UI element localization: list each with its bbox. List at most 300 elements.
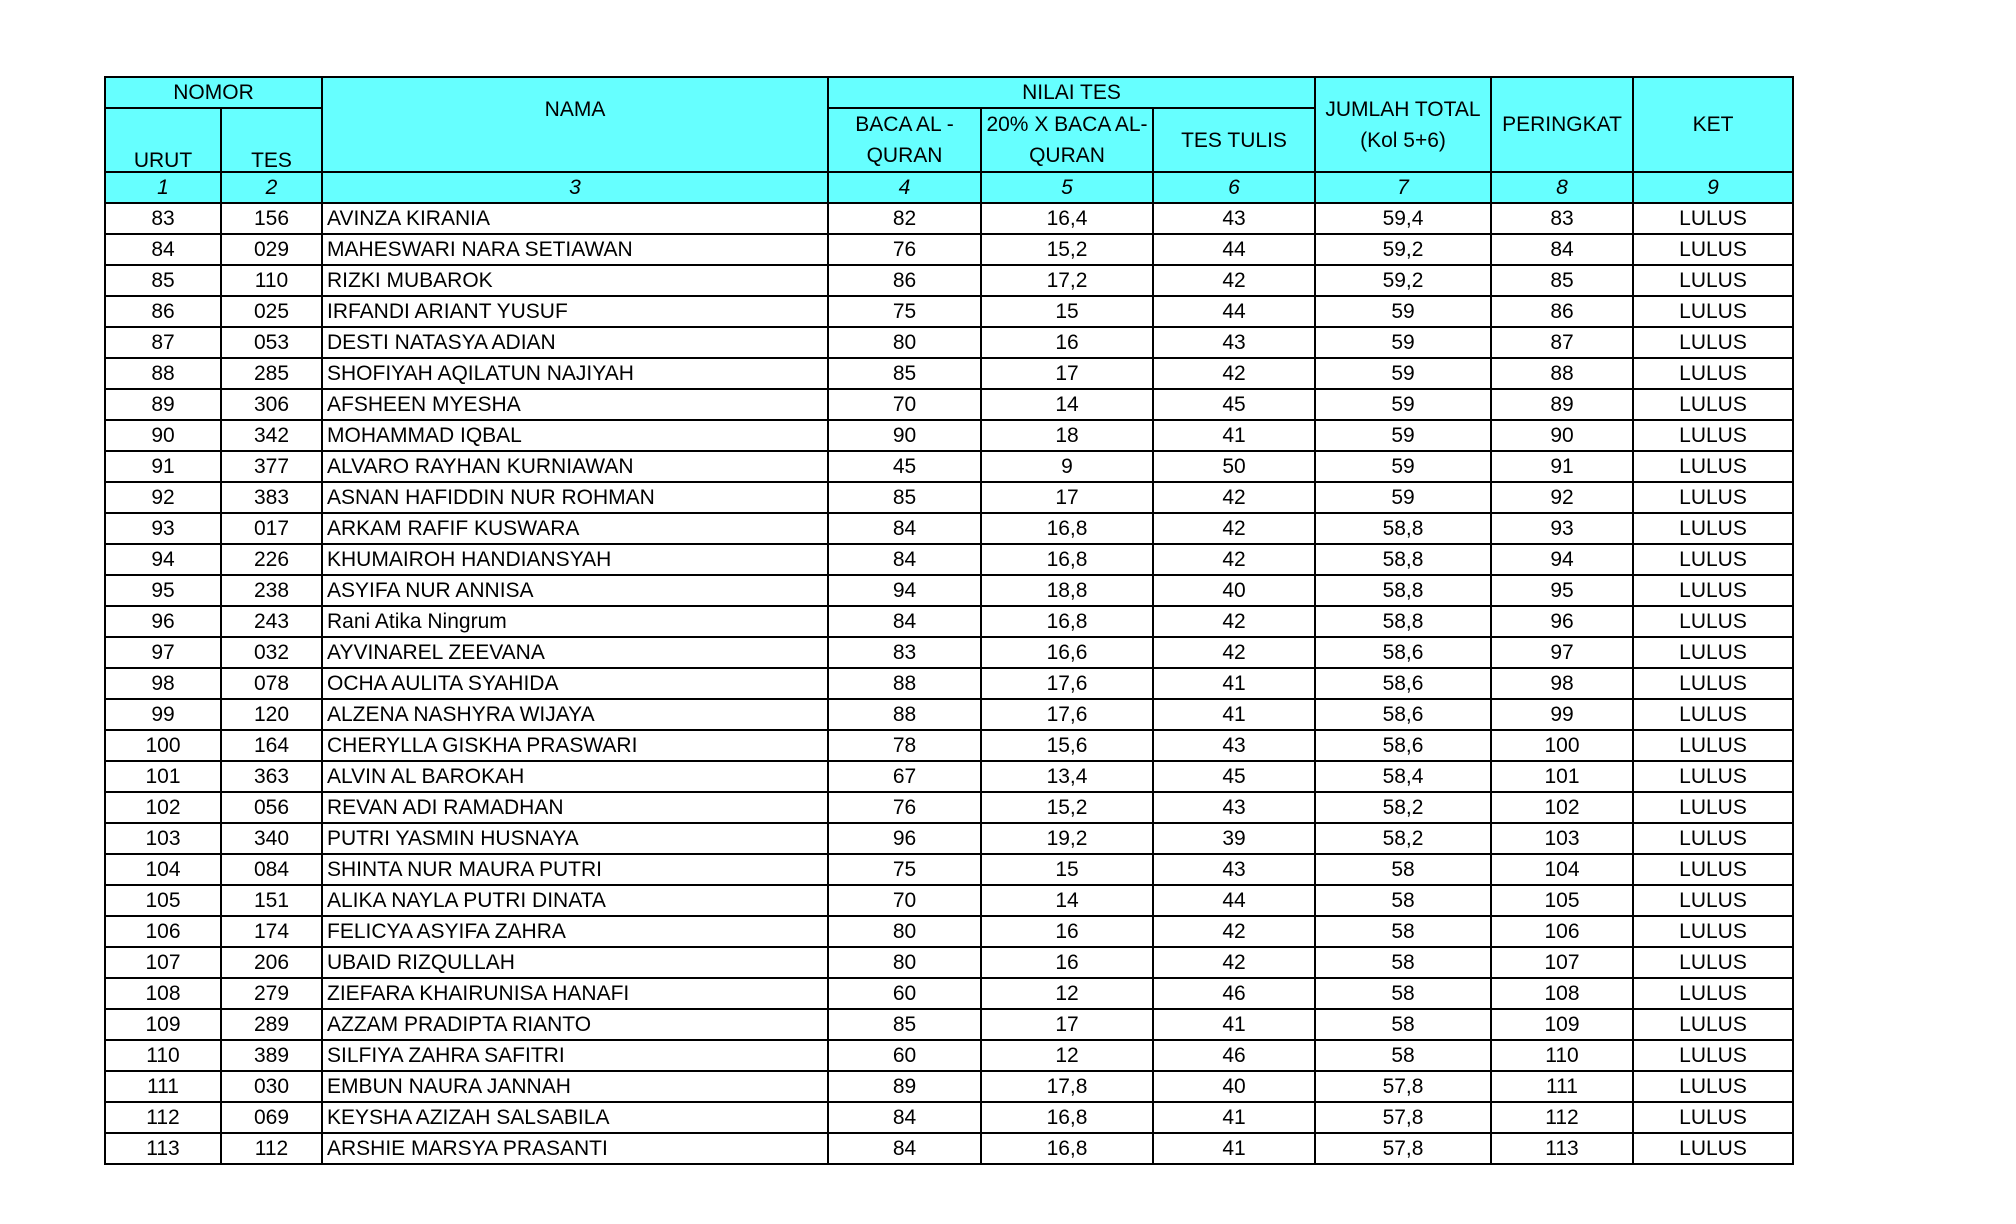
nama-cell: MOHAMMAD IQBAL [322,420,828,451]
nama-cell: PUTRI YASMIN HUSNAYA [322,823,828,854]
jumlah-total-cell: 59 [1315,327,1491,358]
baca-alquran-cell: 78 [828,730,981,761]
ket-cell: LULUS [1633,699,1793,730]
urut-cell: 95 [105,575,221,606]
tes-cell: 226 [221,544,322,575]
table-row [105,265,1793,296]
header-ket: KET [1633,77,1793,172]
pct-baca-cell: 15,2 [981,234,1153,265]
tes-cell: 164 [221,730,322,761]
pct-baca-cell: 18 [981,420,1153,451]
table-row [105,358,1793,389]
nama-cell: ALIKA NAYLA PUTRI DINATA [322,885,828,916]
peringkat-cell: 98 [1491,668,1633,699]
ket-cell: LULUS [1633,1133,1793,1164]
results-table [104,76,1794,1165]
peringkat-cell: 85 [1491,265,1633,296]
column-number: 7 [1315,172,1491,203]
tes-tulis-cell: 42 [1153,265,1315,296]
table-row [105,606,1793,637]
ket-cell: LULUS [1633,1009,1793,1040]
tes-cell: 383 [221,482,322,513]
table-row [105,823,1793,854]
column-number: 5 [981,172,1153,203]
jumlah-total-cell: 58,6 [1315,699,1491,730]
peringkat-cell: 90 [1491,420,1633,451]
table-row [105,1040,1793,1071]
urut-cell: 101 [105,761,221,792]
urut-cell: 112 [105,1102,221,1133]
table-row [105,978,1793,1009]
tes-cell: 342 [221,420,322,451]
column-number: 1 [105,172,221,203]
urut-cell: 103 [105,823,221,854]
tes-tulis-cell: 43 [1153,730,1315,761]
ket-cell: LULUS [1633,916,1793,947]
jumlah-total-cell: 57,8 [1315,1102,1491,1133]
nama-cell: ASYIFA NUR ANNISA [322,575,828,606]
peringkat-cell: 104 [1491,854,1633,885]
tes-tulis-cell: 44 [1153,296,1315,327]
ket-cell: LULUS [1633,296,1793,327]
baca-alquran-cell: 85 [828,482,981,513]
tes-tulis-cell: 42 [1153,482,1315,513]
tes-tulis-cell: 41 [1153,1009,1315,1040]
table-row [105,451,1793,482]
pct-baca-cell: 17 [981,1009,1153,1040]
nama-cell: IRFANDI ARIANT YUSUF [322,296,828,327]
peringkat-cell: 92 [1491,482,1633,513]
tes-tulis-cell: 44 [1153,885,1315,916]
tes-cell: 078 [221,668,322,699]
nama-cell: FELICYA ASYIFA ZAHRA [322,916,828,947]
jumlah-total-cell: 58,8 [1315,544,1491,575]
pct-baca-cell: 19,2 [981,823,1153,854]
header-pct-line2: QURAN [1029,144,1105,167]
tes-cell: 279 [221,978,322,1009]
table-row [105,854,1793,885]
tes-tulis-cell: 50 [1153,451,1315,482]
pct-baca-cell: 16,8 [981,606,1153,637]
baca-alquran-cell: 60 [828,978,981,1009]
ket-cell: LULUS [1633,575,1793,606]
tes-tulis-cell: 41 [1153,668,1315,699]
table-row [105,637,1793,668]
baca-alquran-cell: 80 [828,327,981,358]
tes-tulis-cell: 42 [1153,947,1315,978]
jumlah-total-cell: 59 [1315,420,1491,451]
header-20pct-baca [981,108,1153,172]
urut-cell: 86 [105,296,221,327]
nama-cell: DESTI NATASYA ADIAN [322,327,828,358]
pct-baca-cell: 16,6 [981,637,1153,668]
peringkat-cell: 93 [1491,513,1633,544]
peringkat-cell: 97 [1491,637,1633,668]
table-row [105,420,1793,451]
nama-cell: AYVINAREL ZEEVANA [322,637,828,668]
table-row [105,730,1793,761]
jumlah-total-cell: 58,2 [1315,823,1491,854]
tes-tulis-cell: 41 [1153,1133,1315,1164]
peringkat-cell: 103 [1491,823,1633,854]
urut-cell: 84 [105,234,221,265]
tes-tulis-cell: 43 [1153,327,1315,358]
jumlah-total-cell: 58,4 [1315,761,1491,792]
tes-cell: 289 [221,1009,322,1040]
ket-cell: LULUS [1633,1102,1793,1133]
nama-cell: RIZKI MUBAROK [322,265,828,296]
tes-cell: 112 [221,1133,322,1164]
table-body [105,203,1793,1164]
tes-cell: 377 [221,451,322,482]
tes-tulis-cell: 46 [1153,1040,1315,1071]
header-nilai-tes: NILAI TES [828,77,1315,108]
urut-cell: 89 [105,389,221,420]
jumlah-total-cell: 58,2 [1315,792,1491,823]
tes-cell: 110 [221,265,322,296]
peringkat-cell: 110 [1491,1040,1633,1071]
jumlah-total-cell: 59 [1315,296,1491,327]
header-baca-alquran [828,108,981,172]
peringkat-cell: 91 [1491,451,1633,482]
urut-cell: 102 [105,792,221,823]
baca-alquran-cell: 76 [828,792,981,823]
table-row [105,761,1793,792]
tes-tulis-cell: 45 [1153,761,1315,792]
header-tes-tulis: TES TULIS [1153,108,1315,172]
table-row [105,234,1793,265]
nama-cell: ZIEFARA KHAIRUNISA HANAFI [322,978,828,1009]
baca-alquran-cell: 84 [828,606,981,637]
urut-cell: 97 [105,637,221,668]
table-row [105,792,1793,823]
tes-cell: 056 [221,792,322,823]
tes-tulis-cell: 41 [1153,420,1315,451]
ket-cell: LULUS [1633,1040,1793,1071]
jumlah-total-cell: 58 [1315,885,1491,916]
jumlah-total-cell: 59,2 [1315,234,1491,265]
header-nama-label: NAMA [544,98,606,121]
nama-cell: CHERYLLA GISKHA PRASWARI [322,730,828,761]
pct-baca-cell: 17,8 [981,1071,1153,1102]
tes-tulis-cell: 42 [1153,637,1315,668]
ket-cell: LULUS [1633,947,1793,978]
urut-cell: 88 [105,358,221,389]
header-tes: TES [221,108,322,172]
baca-alquran-cell: 85 [828,1009,981,1040]
tes-cell: 029 [221,234,322,265]
peringkat-cell: 112 [1491,1102,1633,1133]
tes-tulis-cell: 40 [1153,1071,1315,1102]
jumlah-total-cell: 57,8 [1315,1071,1491,1102]
tes-tulis-cell: 42 [1153,606,1315,637]
nama-cell: ARSHIE MARSYA PRASANTI [322,1133,828,1164]
baca-alquran-cell: 86 [828,265,981,296]
header-baca-line2: QURAN [866,144,943,167]
table-row [105,296,1793,327]
ket-cell: LULUS [1633,544,1793,575]
ket-cell: LULUS [1633,327,1793,358]
baca-alquran-cell: 84 [828,1133,981,1164]
urut-cell: 98 [105,668,221,699]
baca-alquran-cell: 84 [828,1102,981,1133]
jumlah-total-cell: 59 [1315,451,1491,482]
ket-cell: LULUS [1633,823,1793,854]
table-row [105,668,1793,699]
nama-cell: ALVIN AL BAROKAH [322,761,828,792]
nama-cell: KHUMAIROH HANDIANSYAH [322,544,828,575]
jumlah-total-cell: 59,2 [1315,265,1491,296]
nama-cell: ALVARO RAYHAN KURNIAWAN [322,451,828,482]
table-row [105,327,1793,358]
nama-cell: SILFIYA ZAHRA SAFITRI [322,1040,828,1071]
urut-cell: 91 [105,451,221,482]
jumlah-total-cell: 57,8 [1315,1133,1491,1164]
table-row [105,916,1793,947]
jumlah-total-cell: 59,4 [1315,203,1491,234]
tes-tulis-cell: 42 [1153,544,1315,575]
pct-baca-cell: 17 [981,482,1153,513]
baca-alquran-cell: 90 [828,420,981,451]
urut-cell: 90 [105,420,221,451]
table-row [105,575,1793,606]
tes-cell: 084 [221,854,322,885]
pct-baca-cell: 15 [981,854,1153,885]
header-urut: URUT [105,108,221,172]
urut-cell: 94 [105,544,221,575]
urut-cell: 110 [105,1040,221,1071]
pct-baca-cell: 12 [981,1040,1153,1071]
pct-baca-cell: 16,8 [981,1133,1153,1164]
baca-alquran-cell: 76 [828,234,981,265]
ket-cell: LULUS [1633,978,1793,1009]
baca-alquran-cell: 45 [828,451,981,482]
nama-cell: SHINTA NUR MAURA PUTRI [322,854,828,885]
table-header [105,77,1793,203]
header-peringkat: PERINGKAT [1491,77,1633,172]
header-pct-line1: 20% X BACA AL- [986,113,1148,136]
tes-tulis-cell: 46 [1153,978,1315,1009]
tes-cell: 389 [221,1040,322,1071]
urut-cell: 100 [105,730,221,761]
tes-tulis-cell: 39 [1153,823,1315,854]
ket-cell: LULUS [1633,1071,1793,1102]
nama-cell: EMBUN NAURA JANNAH [322,1071,828,1102]
tes-tulis-cell: 42 [1153,916,1315,947]
tes-cell: 017 [221,513,322,544]
jumlah-total-cell: 58 [1315,947,1491,978]
jumlah-total-cell: 59 [1315,389,1491,420]
table-row [105,947,1793,978]
nama-cell: OCHA AULITA SYAHIDA [322,668,828,699]
ket-cell: LULUS [1633,761,1793,792]
jumlah-total-cell: 58 [1315,916,1491,947]
nama-cell: UBAID RIZQULLAH [322,947,828,978]
jumlah-total-cell: 58,6 [1315,637,1491,668]
pct-baca-cell: 18,8 [981,575,1153,606]
header-nama [322,77,828,172]
tes-tulis-cell: 41 [1153,699,1315,730]
baca-alquran-cell: 75 [828,296,981,327]
peringkat-cell: 100 [1491,730,1633,761]
ket-cell: LULUS [1633,389,1793,420]
urut-cell: 93 [105,513,221,544]
baca-alquran-cell: 96 [828,823,981,854]
pct-baca-cell: 15,2 [981,792,1153,823]
tes-cell: 030 [221,1071,322,1102]
column-number: 4 [828,172,981,203]
jumlah-total-cell: 59 [1315,358,1491,389]
jumlah-total-cell: 58 [1315,978,1491,1009]
pct-baca-cell: 16 [981,916,1153,947]
baca-alquran-cell: 80 [828,947,981,978]
header-nomor: NOMOR [105,77,322,108]
nama-cell: ASNAN HAFIDDIN NUR ROHMAN [322,482,828,513]
baca-alquran-cell: 94 [828,575,981,606]
tes-tulis-cell: 41 [1153,1102,1315,1133]
table-row [105,1009,1793,1040]
tes-cell: 285 [221,358,322,389]
jumlah-total-cell: 58,6 [1315,668,1491,699]
tes-cell: 340 [221,823,322,854]
header-jumlah-line2: (Kol 5+6) [1360,128,1446,152]
urut-cell: 106 [105,916,221,947]
header-jumlah-line1: JUMLAH TOTAL [1325,97,1481,121]
ket-cell: LULUS [1633,420,1793,451]
baca-alquran-cell: 70 [828,389,981,420]
table-row [105,513,1793,544]
pct-baca-cell: 17 [981,358,1153,389]
nama-cell: ALZENA NASHYRA WIJAYA [322,699,828,730]
peringkat-cell: 88 [1491,358,1633,389]
peringkat-cell: 87 [1491,327,1633,358]
nama-cell: REVAN ADI RAMADHAN [322,792,828,823]
peringkat-cell: 84 [1491,234,1633,265]
urut-cell: 92 [105,482,221,513]
pct-baca-cell: 12 [981,978,1153,1009]
tes-cell: 120 [221,699,322,730]
urut-cell: 105 [105,885,221,916]
nama-cell: AFSHEEN MYESHA [322,389,828,420]
jumlah-total-cell: 58,8 [1315,606,1491,637]
jumlah-total-cell: 58,6 [1315,730,1491,761]
urut-cell: 83 [105,203,221,234]
peringkat-cell: 109 [1491,1009,1633,1040]
column-number: 2 [221,172,322,203]
nama-cell: MAHESWARI NARA SETIAWAN [322,234,828,265]
pct-baca-cell: 17,6 [981,668,1153,699]
nama-cell: ARKAM RAFIF KUSWARA [322,513,828,544]
nama-cell: AZZAM PRADIPTA RIANTO [322,1009,828,1040]
pct-baca-cell: 13,4 [981,761,1153,792]
nama-cell: SHOFIYAH AQILATUN NAJIYAH [322,358,828,389]
pct-baca-cell: 16,4 [981,203,1153,234]
ket-cell: LULUS [1633,265,1793,296]
ket-cell: LULUS [1633,606,1793,637]
peringkat-cell: 113 [1491,1133,1633,1164]
urut-cell: 107 [105,947,221,978]
urut-cell: 99 [105,699,221,730]
baca-alquran-cell: 84 [828,513,981,544]
nama-cell: KEYSHA AZIZAH SALSABILA [322,1102,828,1133]
tes-cell: 151 [221,885,322,916]
header-jumlah-total [1315,77,1491,172]
tes-cell: 238 [221,575,322,606]
baca-alquran-cell: 88 [828,668,981,699]
urut-cell: 108 [105,978,221,1009]
ket-cell: LULUS [1633,854,1793,885]
peringkat-cell: 107 [1491,947,1633,978]
table-row [105,1102,1793,1133]
peringkat-cell: 96 [1491,606,1633,637]
table-row [105,482,1793,513]
ket-cell: LULUS [1633,792,1793,823]
pct-baca-cell: 9 [981,451,1153,482]
column-number: 6 [1153,172,1315,203]
nama-cell: Rani Atika Ningrum [322,606,828,637]
ket-cell: LULUS [1633,203,1793,234]
header-baca-line1: BACA AL - [855,113,954,136]
peringkat-cell: 94 [1491,544,1633,575]
ket-cell: LULUS [1633,358,1793,389]
baca-alquran-cell: 83 [828,637,981,668]
tes-cell: 306 [221,389,322,420]
pct-baca-cell: 17,2 [981,265,1153,296]
pct-baca-cell: 17,6 [981,699,1153,730]
jumlah-total-cell: 59 [1315,482,1491,513]
tes-tulis-cell: 44 [1153,234,1315,265]
urut-cell: 96 [105,606,221,637]
tes-cell: 025 [221,296,322,327]
ket-cell: LULUS [1633,668,1793,699]
tes-cell: 032 [221,637,322,668]
jumlah-total-cell: 58,8 [1315,513,1491,544]
table-row [105,1133,1793,1164]
ket-cell: LULUS [1633,234,1793,265]
urut-cell: 109 [105,1009,221,1040]
pct-baca-cell: 16,8 [981,1102,1153,1133]
jumlah-total-cell: 58 [1315,854,1491,885]
baca-alquran-cell: 82 [828,203,981,234]
tes-tulis-cell: 45 [1153,389,1315,420]
tes-cell: 174 [221,916,322,947]
pct-baca-cell: 16,8 [981,544,1153,575]
baca-alquran-cell: 85 [828,358,981,389]
urut-cell: 113 [105,1133,221,1164]
table-row [105,544,1793,575]
table-row [105,1071,1793,1102]
peringkat-cell: 95 [1491,575,1633,606]
column-number-row [105,172,1793,203]
jumlah-total-cell: 58 [1315,1009,1491,1040]
pct-baca-cell: 16,8 [981,513,1153,544]
tes-cell: 243 [221,606,322,637]
baca-alquran-cell: 89 [828,1071,981,1102]
ket-cell: LULUS [1633,885,1793,916]
tes-tulis-cell: 40 [1153,575,1315,606]
jumlah-total-cell: 58,8 [1315,575,1491,606]
baca-alquran-cell: 88 [828,699,981,730]
urut-cell: 87 [105,327,221,358]
urut-cell: 104 [105,854,221,885]
column-number: 8 [1491,172,1633,203]
baca-alquran-cell: 75 [828,854,981,885]
peringkat-cell: 102 [1491,792,1633,823]
peringkat-cell: 99 [1491,699,1633,730]
column-number: 3 [322,172,828,203]
jumlah-total-cell: 58 [1315,1040,1491,1071]
peringkat-cell: 89 [1491,389,1633,420]
